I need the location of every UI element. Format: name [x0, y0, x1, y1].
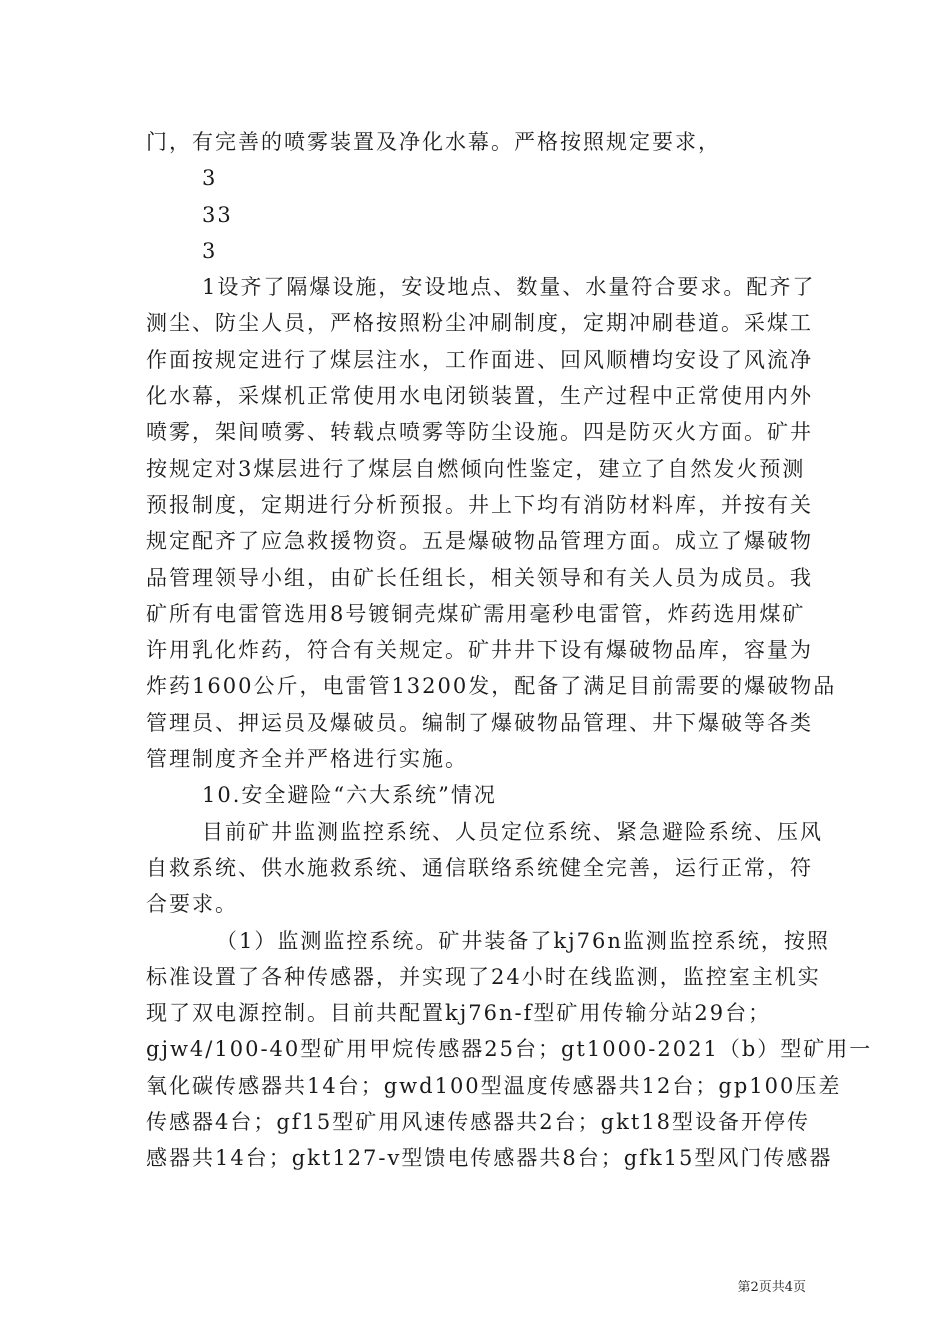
- text-line: 喷雾，架间喷雾、转载点喷雾等防尘设施。四是防灭火方面。矿井: [146, 420, 813, 445]
- text-line: 按规定对3煤层进行了煤层自燃倾向性鉴定，建立了自然发火预测: [146, 456, 806, 481]
- text-line: 管理制度齐全并严格进行实施。: [146, 747, 468, 772]
- text-line: 预报制度，定期进行分析预报。井上下均有消防材料库，并按有关: [146, 492, 813, 517]
- text-line: 许用乳化炸药，符合有关规定。矿井井下设有爆破物品库，容量为: [146, 638, 813, 663]
- text-line: 作面按规定进行了煤层注水，工作面进、回风顺槽均安设了风流净: [146, 347, 813, 372]
- text-line: 管理员、押运员及爆破员。编制了爆破物品管理、井下爆破等各类: [146, 710, 813, 735]
- page-number-footer: 第2页共4页: [737, 1280, 806, 1295]
- text-line: 标准设置了各种传感器，并实现了24小时在线监测，监控室主机实: [146, 964, 821, 989]
- text-line: 3: [202, 238, 218, 263]
- text-line: 3: [202, 166, 218, 191]
- body-text: [146, 124, 873, 1177]
- text-line: 合要求。: [146, 892, 238, 917]
- section-heading: 10.安全避险“六大系统”情况: [202, 783, 497, 808]
- text-line: 感器共14台；gkt127-v型馈电传感器共8台；gfk15型风门传感器: [146, 1146, 833, 1171]
- text-line: gjw4/100-40型矿用甲烷传感器25台；gt1000-2021（b）型矿用一: [146, 1037, 873, 1062]
- text-line: 品管理领导小组，由矿长任组长，相关领导和有关人员为成员。我: [146, 565, 813, 590]
- text-line: 目前矿井监测监控系统、人员定位系统、紧急避险系统、压风: [202, 819, 823, 844]
- text-line: 传感器4台；gf15型矿用风速传感器共2台；gkt18型设备开停传: [146, 1110, 810, 1135]
- text-line: （1）监测监控系统。矿井装备了kj76n监测监控系统，按照: [216, 928, 830, 953]
- text-line: 氧化碳传感器共14台；gwd100型温度传感器共12台；gp100压差: [146, 1073, 842, 1098]
- text-line: 规定配齐了应急救援物资。五是爆破物品管理方面。成立了爆破物: [146, 529, 813, 554]
- text-line: 化水幕，采煤机正常使用水电闭锁装置，生产过程中正常使用内外: [146, 384, 813, 409]
- text-line: 测尘、防尘人员，严格按照粉尘冲刷制度，定期冲刷巷道。采煤工: [146, 311, 813, 336]
- text-line: 炸药1600公斤，电雷管13200发，配备了满足目前需要的爆破物品: [146, 674, 837, 699]
- text-line: 现了双电源控制。目前共配置kj76n-f型矿用传输分站29台；: [146, 1001, 772, 1026]
- text-line: 自救系统、供水施救系统、通信联络系统健全完善，运行正常，符: [146, 855, 813, 880]
- text-line: 33: [202, 202, 233, 227]
- text-line: 门，有完善的喷雾装置及净化水幕。严格按照规定要求，: [146, 130, 721, 154]
- text-line: 矿所有电雷管选用8号镀铜壳煤矿需用毫秒电雷管，炸药选用煤矿: [146, 601, 806, 626]
- text-line: 1设齐了隔爆设施，安设地点、数量、水量符合要求。配齐了: [202, 275, 816, 300]
